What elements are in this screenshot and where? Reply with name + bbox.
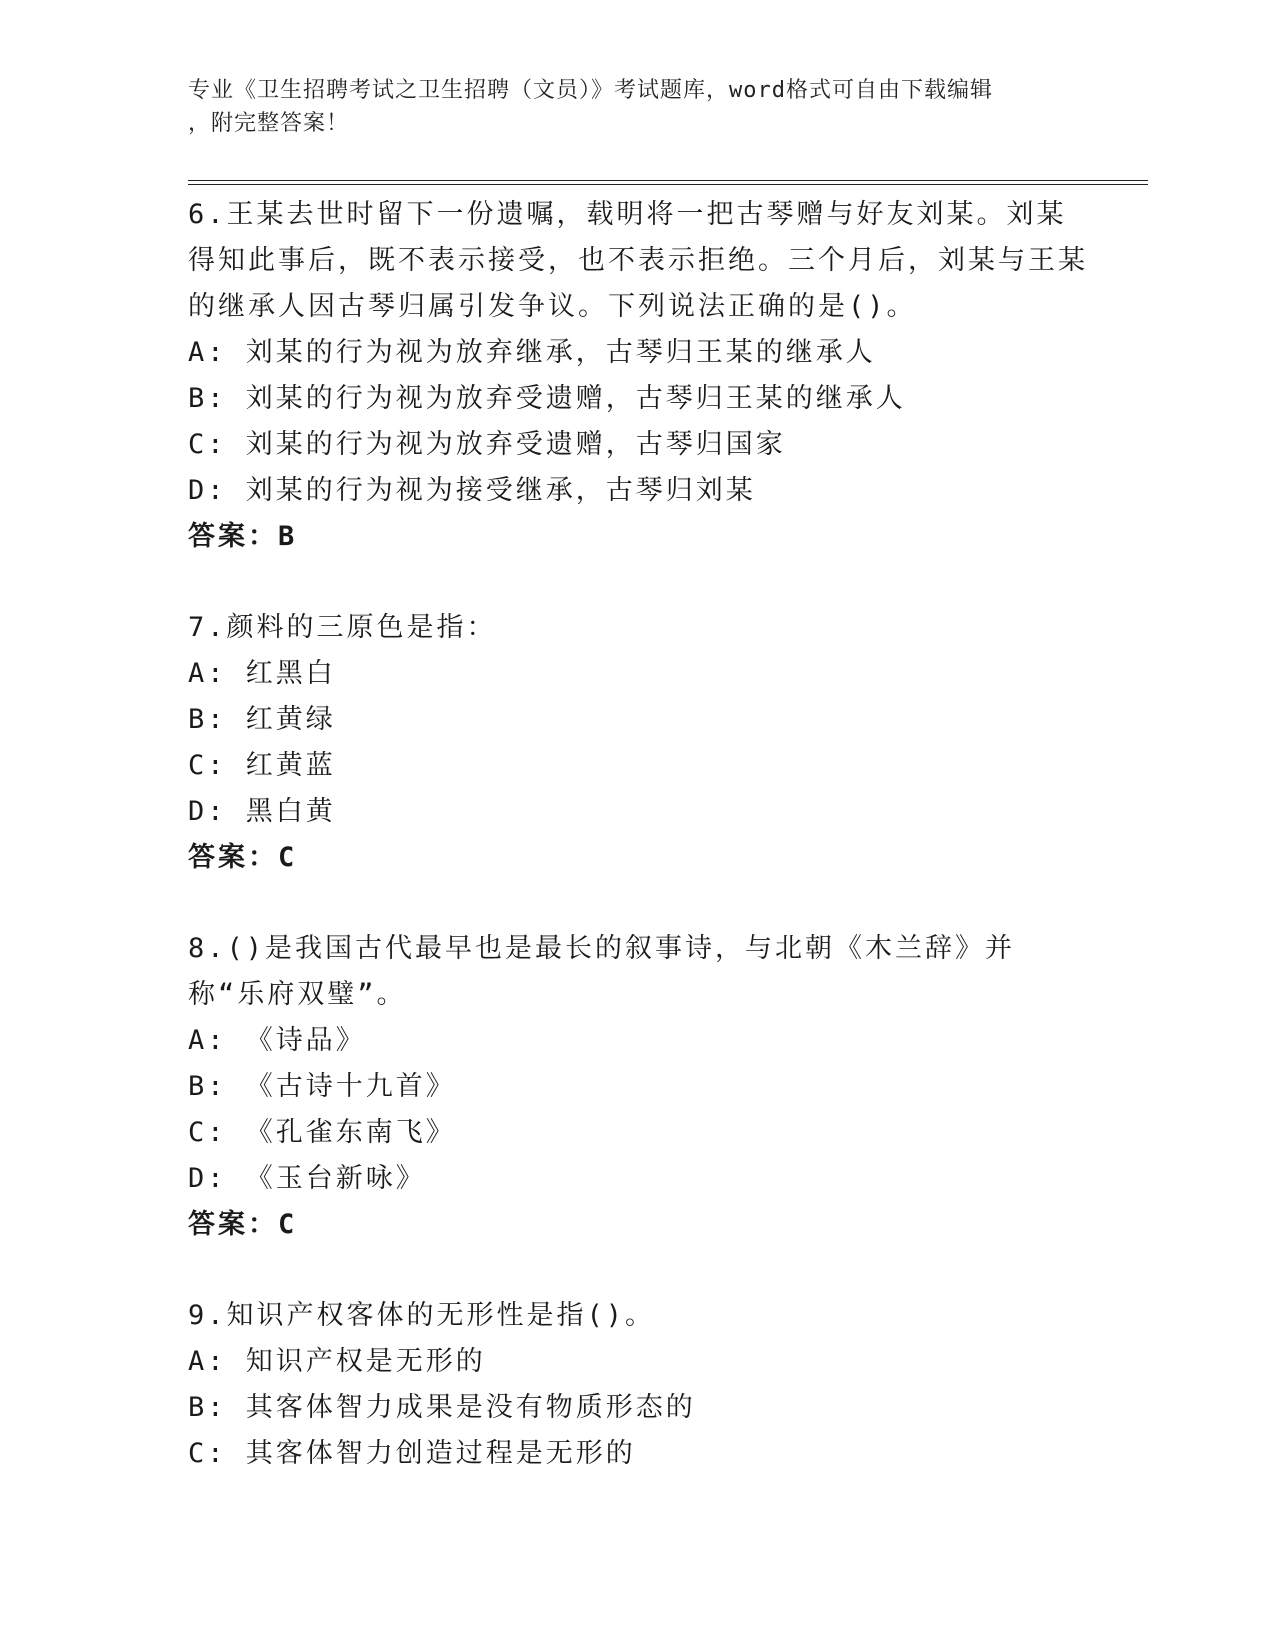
option-a: A: 刘某的行为视为放弃继承，古琴归王某的继承人 xyxy=(188,337,876,368)
question-spacer xyxy=(188,1248,1088,1293)
option-b: B: 其客体智力成果是没有物质形态的 xyxy=(188,1392,696,1423)
option-b: B: 《古诗十九首》 xyxy=(188,1071,456,1102)
option-a: A: 《诗品》 xyxy=(188,1025,366,1056)
question-stem: 7.颜料的三原色是指： xyxy=(188,612,497,643)
header-line-1: 专业《卫生招聘考试之卫生招聘（文员）》考试题库，word格式可自由下载编辑 xyxy=(188,78,993,103)
option-c: C: 刘某的行为视为放弃受遗赠，古琴归国家 xyxy=(188,429,786,460)
option-b: B: 红黄绿 xyxy=(188,704,336,735)
question-list xyxy=(188,192,1088,1477)
option-d: D: 刘某的行为视为接受继承，古琴归刘某 xyxy=(188,475,756,506)
answer-line: 答案：C xyxy=(188,1209,298,1240)
header-line-2: ，附完整答案！ xyxy=(188,111,350,136)
question-7 xyxy=(188,605,1088,881)
header-rule-bottom xyxy=(188,184,1148,185)
option-d: D: 《玉台新咏》 xyxy=(188,1163,426,1194)
question-stem: 9.知识产权客体的无形性是指()。 xyxy=(188,1300,656,1331)
document-header xyxy=(188,74,1068,140)
answer-line: 答案：B xyxy=(188,521,298,552)
question-stem: 6.王某去世时留下一份遗嘱，载明将一把古琴赠与好友刘某。刘某得知此事后，既不表示接受，也不表示拒绝。三个月后，刘某与王某的继承人因古琴归属引发争议。下列说法正确的是()。 xyxy=(188,199,1088,322)
header-rule-top xyxy=(188,180,1148,181)
question-spacer xyxy=(188,881,1088,926)
question-stem: 8.()是我国古代最早也是最长的叙事诗，与北朝《木兰辞》并称“乐府双璧”。 xyxy=(188,933,1016,1010)
option-c: C: 《孔雀东南飞》 xyxy=(188,1117,456,1148)
option-b: B: 刘某的行为视为放弃受遗赠，古琴归王某的继承人 xyxy=(188,383,906,414)
question-8 xyxy=(188,926,1088,1248)
option-a: A: 红黑白 xyxy=(188,658,336,689)
question-9 xyxy=(188,1293,1088,1477)
question-6 xyxy=(188,192,1088,560)
answer-line: 答案：C xyxy=(188,842,298,873)
option-d: D: 黑白黄 xyxy=(188,796,336,827)
option-c: C: 其客体智力创造过程是无形的 xyxy=(188,1438,636,1469)
option-c: C: 红黄蓝 xyxy=(188,750,336,781)
question-spacer xyxy=(188,560,1088,605)
option-a: A: 知识产权是无形的 xyxy=(188,1346,486,1377)
